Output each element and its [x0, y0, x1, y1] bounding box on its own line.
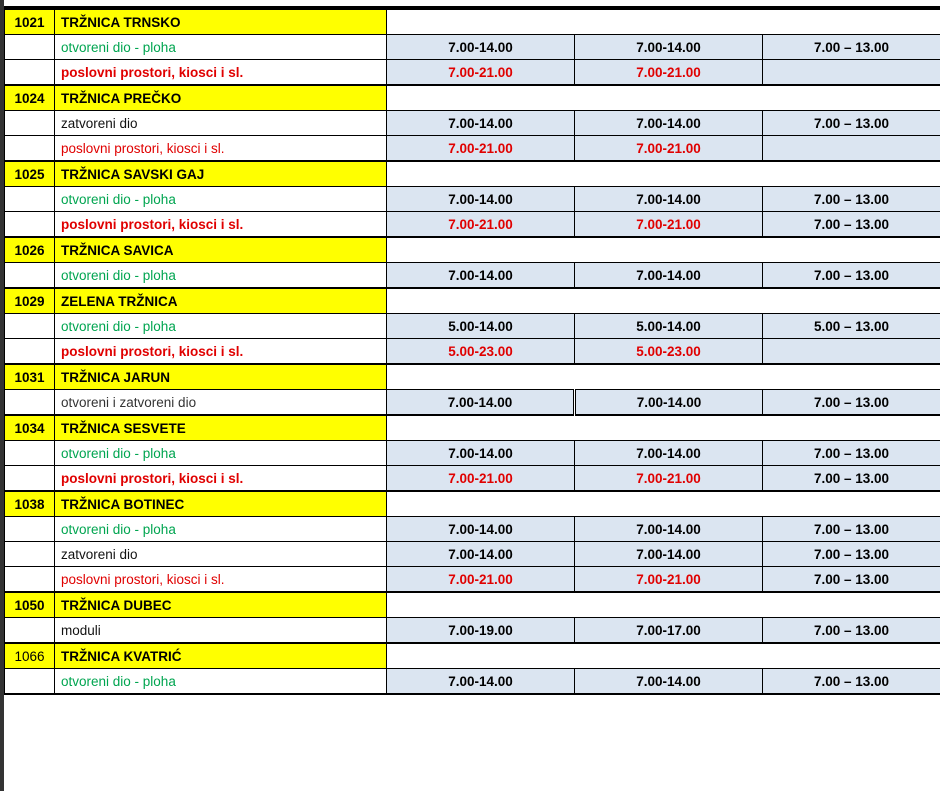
market-name: TRŽNICA BOTINEC — [55, 491, 387, 517]
market-name: TRŽNICA KVATRIĆ — [55, 643, 387, 669]
hours-cell-3: 5.00 – 13.00 — [763, 314, 940, 339]
hours-cell-3: 7.00 – 13.00 — [763, 263, 940, 289]
row-code-empty — [5, 441, 55, 466]
hours-cell-3: 7.00 – 13.00 — [763, 187, 940, 212]
hours-cell-2: 7.00-21.00 — [575, 567, 763, 593]
hours-cell-2: 7.00-21.00 — [575, 212, 763, 238]
row-code-empty — [5, 35, 55, 60]
market-section-row — [5, 618, 940, 644]
market-section-row — [5, 212, 940, 238]
hours-cell-2: 7.00-14.00 — [575, 390, 763, 416]
market-code: 1024 — [5, 85, 55, 111]
market-code: 1038 — [5, 491, 55, 517]
hours-cell-1: 7.00-14.00 — [387, 517, 575, 542]
market-section-row — [5, 669, 940, 695]
section-label: otvoreni dio - ploha — [55, 441, 387, 466]
section-label: moduli — [55, 618, 387, 644]
hours-cell-2: 7.00-14.00 — [575, 669, 763, 695]
market-section-row — [5, 35, 940, 60]
row-code-empty — [5, 111, 55, 136]
hours-cell-1: 7.00-14.00 — [387, 669, 575, 695]
market-section-row — [5, 187, 940, 212]
hours-cell-3: 7.00 – 13.00 — [763, 35, 940, 60]
hours-cell-1: 7.00-21.00 — [387, 466, 575, 492]
market-section-row — [5, 466, 940, 492]
market-header-blank — [387, 161, 940, 187]
hours-cell-1: 7.00-19.00 — [387, 618, 575, 644]
market-section-row — [5, 339, 940, 365]
market-header-row — [5, 415, 940, 441]
hours-cell-1: 7.00-21.00 — [387, 60, 575, 86]
hours-cell-1: 7.00-14.00 — [387, 390, 575, 416]
market-section-row — [5, 314, 940, 339]
market-name: TRŽNICA JARUN — [55, 364, 387, 390]
hours-cell-3: 7.00 – 13.00 — [763, 618, 940, 644]
section-label: zatvoreni dio — [55, 111, 387, 136]
row-code-empty — [5, 542, 55, 567]
market-name: TRŽNICA SAVICA — [55, 237, 387, 263]
market-header-blank — [387, 288, 940, 314]
row-code-empty — [5, 567, 55, 593]
market-header-blank — [387, 643, 940, 669]
market-code: 1029 — [5, 288, 55, 314]
section-label: otvoreni dio - ploha — [55, 263, 387, 289]
hours-cell-3: 7.00 – 13.00 — [763, 542, 940, 567]
section-label: poslovni prostori, kiosci i sl. — [55, 60, 387, 86]
hours-cell-1: 7.00-14.00 — [387, 187, 575, 212]
hours-cell-1: 7.00-21.00 — [387, 212, 575, 238]
hours-cell-2: 7.00-14.00 — [575, 517, 763, 542]
section-label: poslovni prostori, kiosci i sl. — [55, 339, 387, 365]
market-code: 1066 — [5, 643, 55, 669]
market-header-blank — [387, 364, 940, 390]
hours-cell-3 — [763, 339, 940, 365]
market-section-row — [5, 263, 940, 289]
hours-cell-2: 5.00-14.00 — [575, 314, 763, 339]
market-code: 1031 — [5, 364, 55, 390]
row-code-empty — [5, 60, 55, 86]
row-code-empty — [5, 314, 55, 339]
hours-cell-3: 7.00 – 13.00 — [763, 111, 940, 136]
row-code-empty — [5, 263, 55, 289]
market-code: 1050 — [5, 592, 55, 618]
row-code-empty — [5, 390, 55, 416]
hours-cell-3: 7.00 – 13.00 — [763, 441, 940, 466]
hours-cell-1: 7.00-21.00 — [387, 567, 575, 593]
section-label: otvoreni i zatvoreni dio — [55, 390, 387, 416]
market-header-row — [5, 288, 940, 314]
section-label: poslovni prostori, kiosci i sl. — [55, 212, 387, 238]
hours-cell-2: 7.00-14.00 — [575, 263, 763, 289]
row-code-empty — [5, 517, 55, 542]
row-code-empty — [5, 212, 55, 238]
market-header-blank — [387, 592, 940, 618]
market-code: 1025 — [5, 161, 55, 187]
hours-cell-2: 7.00-21.00 — [575, 60, 763, 86]
market-name: TRŽNICA SESVETE — [55, 415, 387, 441]
market-section-row — [5, 567, 940, 593]
hours-cell-3: 7.00 – 13.00 — [763, 567, 940, 593]
section-label: otvoreni dio - ploha — [55, 314, 387, 339]
market-header-row — [5, 643, 940, 669]
hours-cell-3 — [763, 136, 940, 162]
section-label: poslovni prostori, kiosci i sl. — [55, 567, 387, 593]
market-hours-body — [5, 9, 940, 694]
hours-cell-2: 7.00-14.00 — [575, 111, 763, 136]
row-code-empty — [5, 669, 55, 695]
market-code: 1034 — [5, 415, 55, 441]
hours-cell-2: 7.00-21.00 — [575, 466, 763, 492]
hours-cell-3: 7.00 – 13.00 — [763, 517, 940, 542]
market-section-row — [5, 542, 940, 567]
market-header-row — [5, 491, 940, 517]
section-label: zatvoreni dio — [55, 542, 387, 567]
hours-cell-2: 7.00-14.00 — [575, 441, 763, 466]
market-name: TRŽNICA DUBEC — [55, 592, 387, 618]
market-code: 1021 — [5, 9, 55, 35]
market-header-blank — [387, 237, 940, 263]
section-label: otvoreni dio - ploha — [55, 35, 387, 60]
market-section-row — [5, 517, 940, 542]
hours-cell-2: 7.00-21.00 — [575, 136, 763, 162]
market-header-blank — [387, 85, 940, 111]
market-hours-table — [4, 8, 940, 695]
hours-cell-3 — [763, 60, 940, 86]
section-label: poslovni prostori, kiosci i sl. — [55, 466, 387, 492]
hours-cell-1: 7.00-14.00 — [387, 35, 575, 60]
row-code-empty — [5, 187, 55, 212]
market-section-row — [5, 390, 940, 416]
row-code-empty — [5, 136, 55, 162]
hours-cell-1: 5.00-14.00 — [387, 314, 575, 339]
hours-cell-1: 5.00-23.00 — [387, 339, 575, 365]
market-header-row — [5, 592, 940, 618]
hours-cell-3: 7.00 – 13.00 — [763, 212, 940, 238]
market-section-row — [5, 441, 940, 466]
market-section-row — [5, 60, 940, 86]
section-label: otvoreni dio - ploha — [55, 187, 387, 212]
market-header-row — [5, 161, 940, 187]
section-label: otvoreni dio - ploha — [55, 517, 387, 542]
section-label: otvoreni dio - ploha — [55, 669, 387, 695]
row-code-empty — [5, 618, 55, 644]
row-code-empty — [5, 339, 55, 365]
hours-cell-1: 7.00-14.00 — [387, 441, 575, 466]
hours-cell-3: 7.00 – 13.00 — [763, 669, 940, 695]
market-name: TRŽNICA PREČKO — [55, 85, 387, 111]
hours-cell-1: 7.00-21.00 — [387, 136, 575, 162]
market-name: TRŽNICA SAVSKI GAJ — [55, 161, 387, 187]
market-header-blank — [387, 491, 940, 517]
hours-cell-1: 7.00-14.00 — [387, 542, 575, 567]
market-name: TRŽNICA TRNSKO — [55, 9, 387, 35]
market-section-row — [5, 136, 940, 162]
market-code: 1026 — [5, 237, 55, 263]
market-header-blank — [387, 9, 940, 35]
hours-cell-2: 5.00-23.00 — [575, 339, 763, 365]
hours-cell-3: 7.00 – 13.00 — [763, 466, 940, 492]
hours-cell-2: 7.00-14.00 — [575, 542, 763, 567]
market-header-row — [5, 85, 940, 111]
row-code-empty — [5, 466, 55, 492]
hours-cell-2: 7.00-14.00 — [575, 187, 763, 212]
market-name: ZELENA TRŽNICA — [55, 288, 387, 314]
market-section-row — [5, 111, 940, 136]
market-header-row — [5, 364, 940, 390]
section-label: poslovni prostori, kiosci i sl. — [55, 136, 387, 162]
hours-cell-2: 7.00-17.00 — [575, 618, 763, 644]
hours-cell-1: 7.00-14.00 — [387, 263, 575, 289]
market-header-blank — [387, 415, 940, 441]
market-header-row — [5, 9, 940, 35]
hours-cell-3: 7.00 – 13.00 — [763, 390, 940, 416]
hours-cell-2: 7.00-14.00 — [575, 35, 763, 60]
market-header-row — [5, 237, 940, 263]
hours-cell-1: 7.00-14.00 — [387, 111, 575, 136]
